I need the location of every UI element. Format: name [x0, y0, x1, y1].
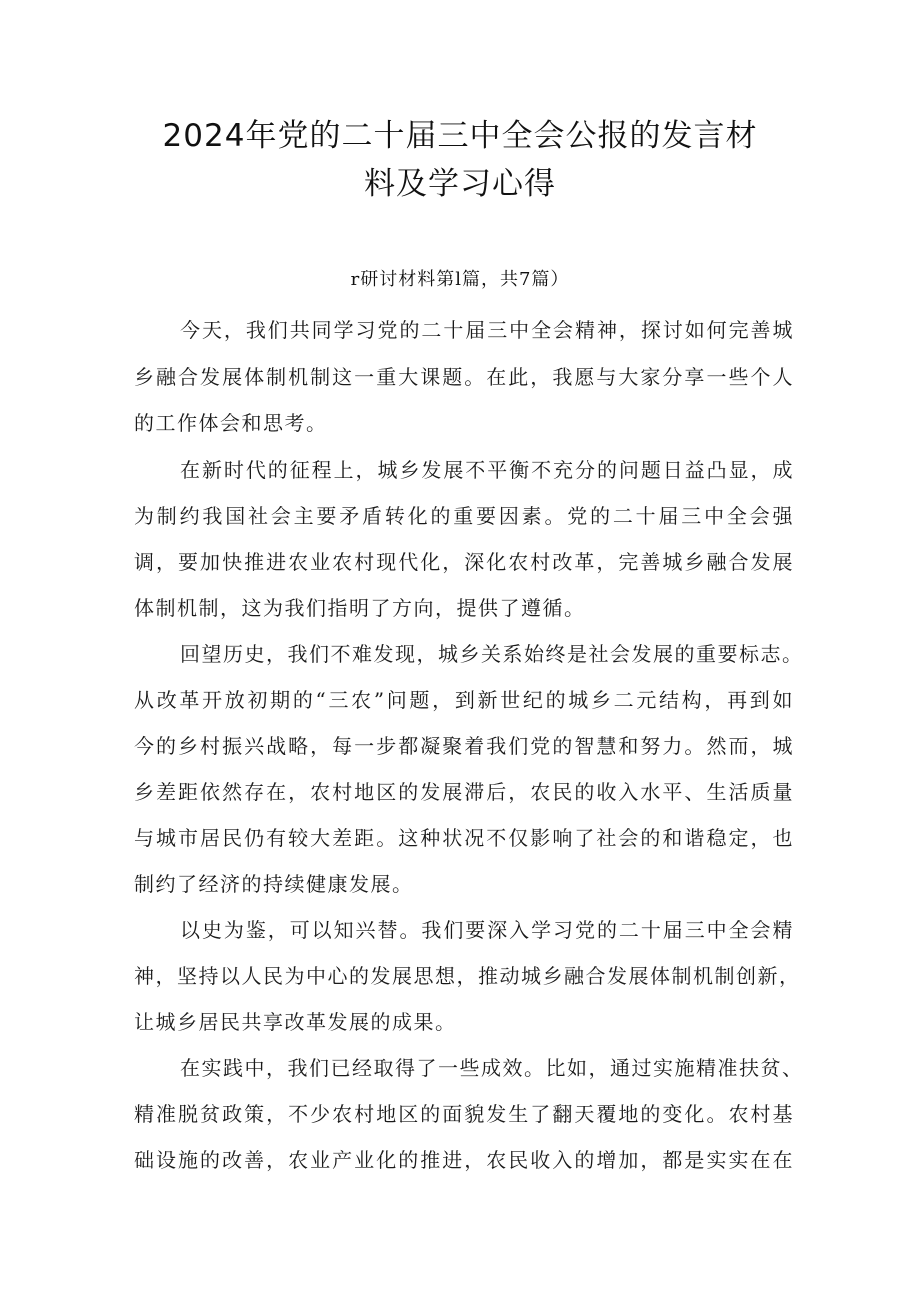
body-line: 今天，我们共同学习党的二十届三中全会精神，探讨如何完善城 — [180, 318, 794, 342]
body-line: 调，要加快推进农业农村现代化，深化农村改革，完善城乡融合发展 — [134, 550, 794, 574]
body-line: 制约了经济的持续健康发展。 — [134, 872, 414, 896]
body-line: 从改革开放初期的“三农”问题，到新世纪的城乡二元结构，再到如 — [134, 688, 794, 712]
document-subtitle: r研讨材料第l篇，共7篇） — [350, 269, 570, 290]
body-line: 回望历史，我们不难发现，城乡关系始终是社会发展的重要标志。 — [180, 642, 804, 666]
document-title-line-1: 2024年党的二十届三中全会公报的发言材 — [162, 118, 758, 154]
body-line: 今的乡村振兴战略，每一步都凝聚着我们党的智慧和努力。然而，城 — [134, 734, 794, 758]
document-title-line-2: 料及学习心得 — [364, 166, 556, 202]
body-line: 乡融合发展体制机制这一重大课题。在此，我愿与大家分享一些个人 — [134, 365, 794, 389]
body-line: 精准脱贫政策，不少农村地区的面貌发生了翻天覆地的变化。农村基 — [134, 1102, 794, 1126]
body-line: 在实践中，我们已经取得了一些成效。比如，通过实施精准扶贫、 — [180, 1056, 804, 1080]
body-line: 乡差距依然存在，农村地区的发展滞后，农民的收入水平、生活质量 — [134, 780, 794, 804]
body-line: 础设施的改善，农业产业化的推进，农民收入的增加，都是实实在在 — [134, 1148, 794, 1172]
body-line: 为制约我国社会主要矛盾转化的重要因素。党的二十届三中全会强 — [134, 504, 794, 528]
body-line: 神，坚持以人民为中心的发展思想，推动城乡融合发展体制机制创新， — [134, 964, 801, 988]
body-line: 与城市居民仍有较大差距。这种状况不仅影响了社会的和谐稳定，也 — [134, 826, 794, 850]
body-line: 体制机制，这为我们指明了方向，提供了遵循。 — [134, 596, 586, 620]
body-line: 在新时代的征程上，城乡发展不平衡不充分的问题日益凸显，成 — [180, 458, 794, 482]
body-line: 以史为鉴，可以知兴替。我们要深入学习党的二十届三中全会精 — [180, 918, 794, 942]
body-line: 的工作体会和思考。 — [134, 411, 328, 435]
body-line: 让城乡居民共享改革发展的成果。 — [134, 1010, 457, 1034]
